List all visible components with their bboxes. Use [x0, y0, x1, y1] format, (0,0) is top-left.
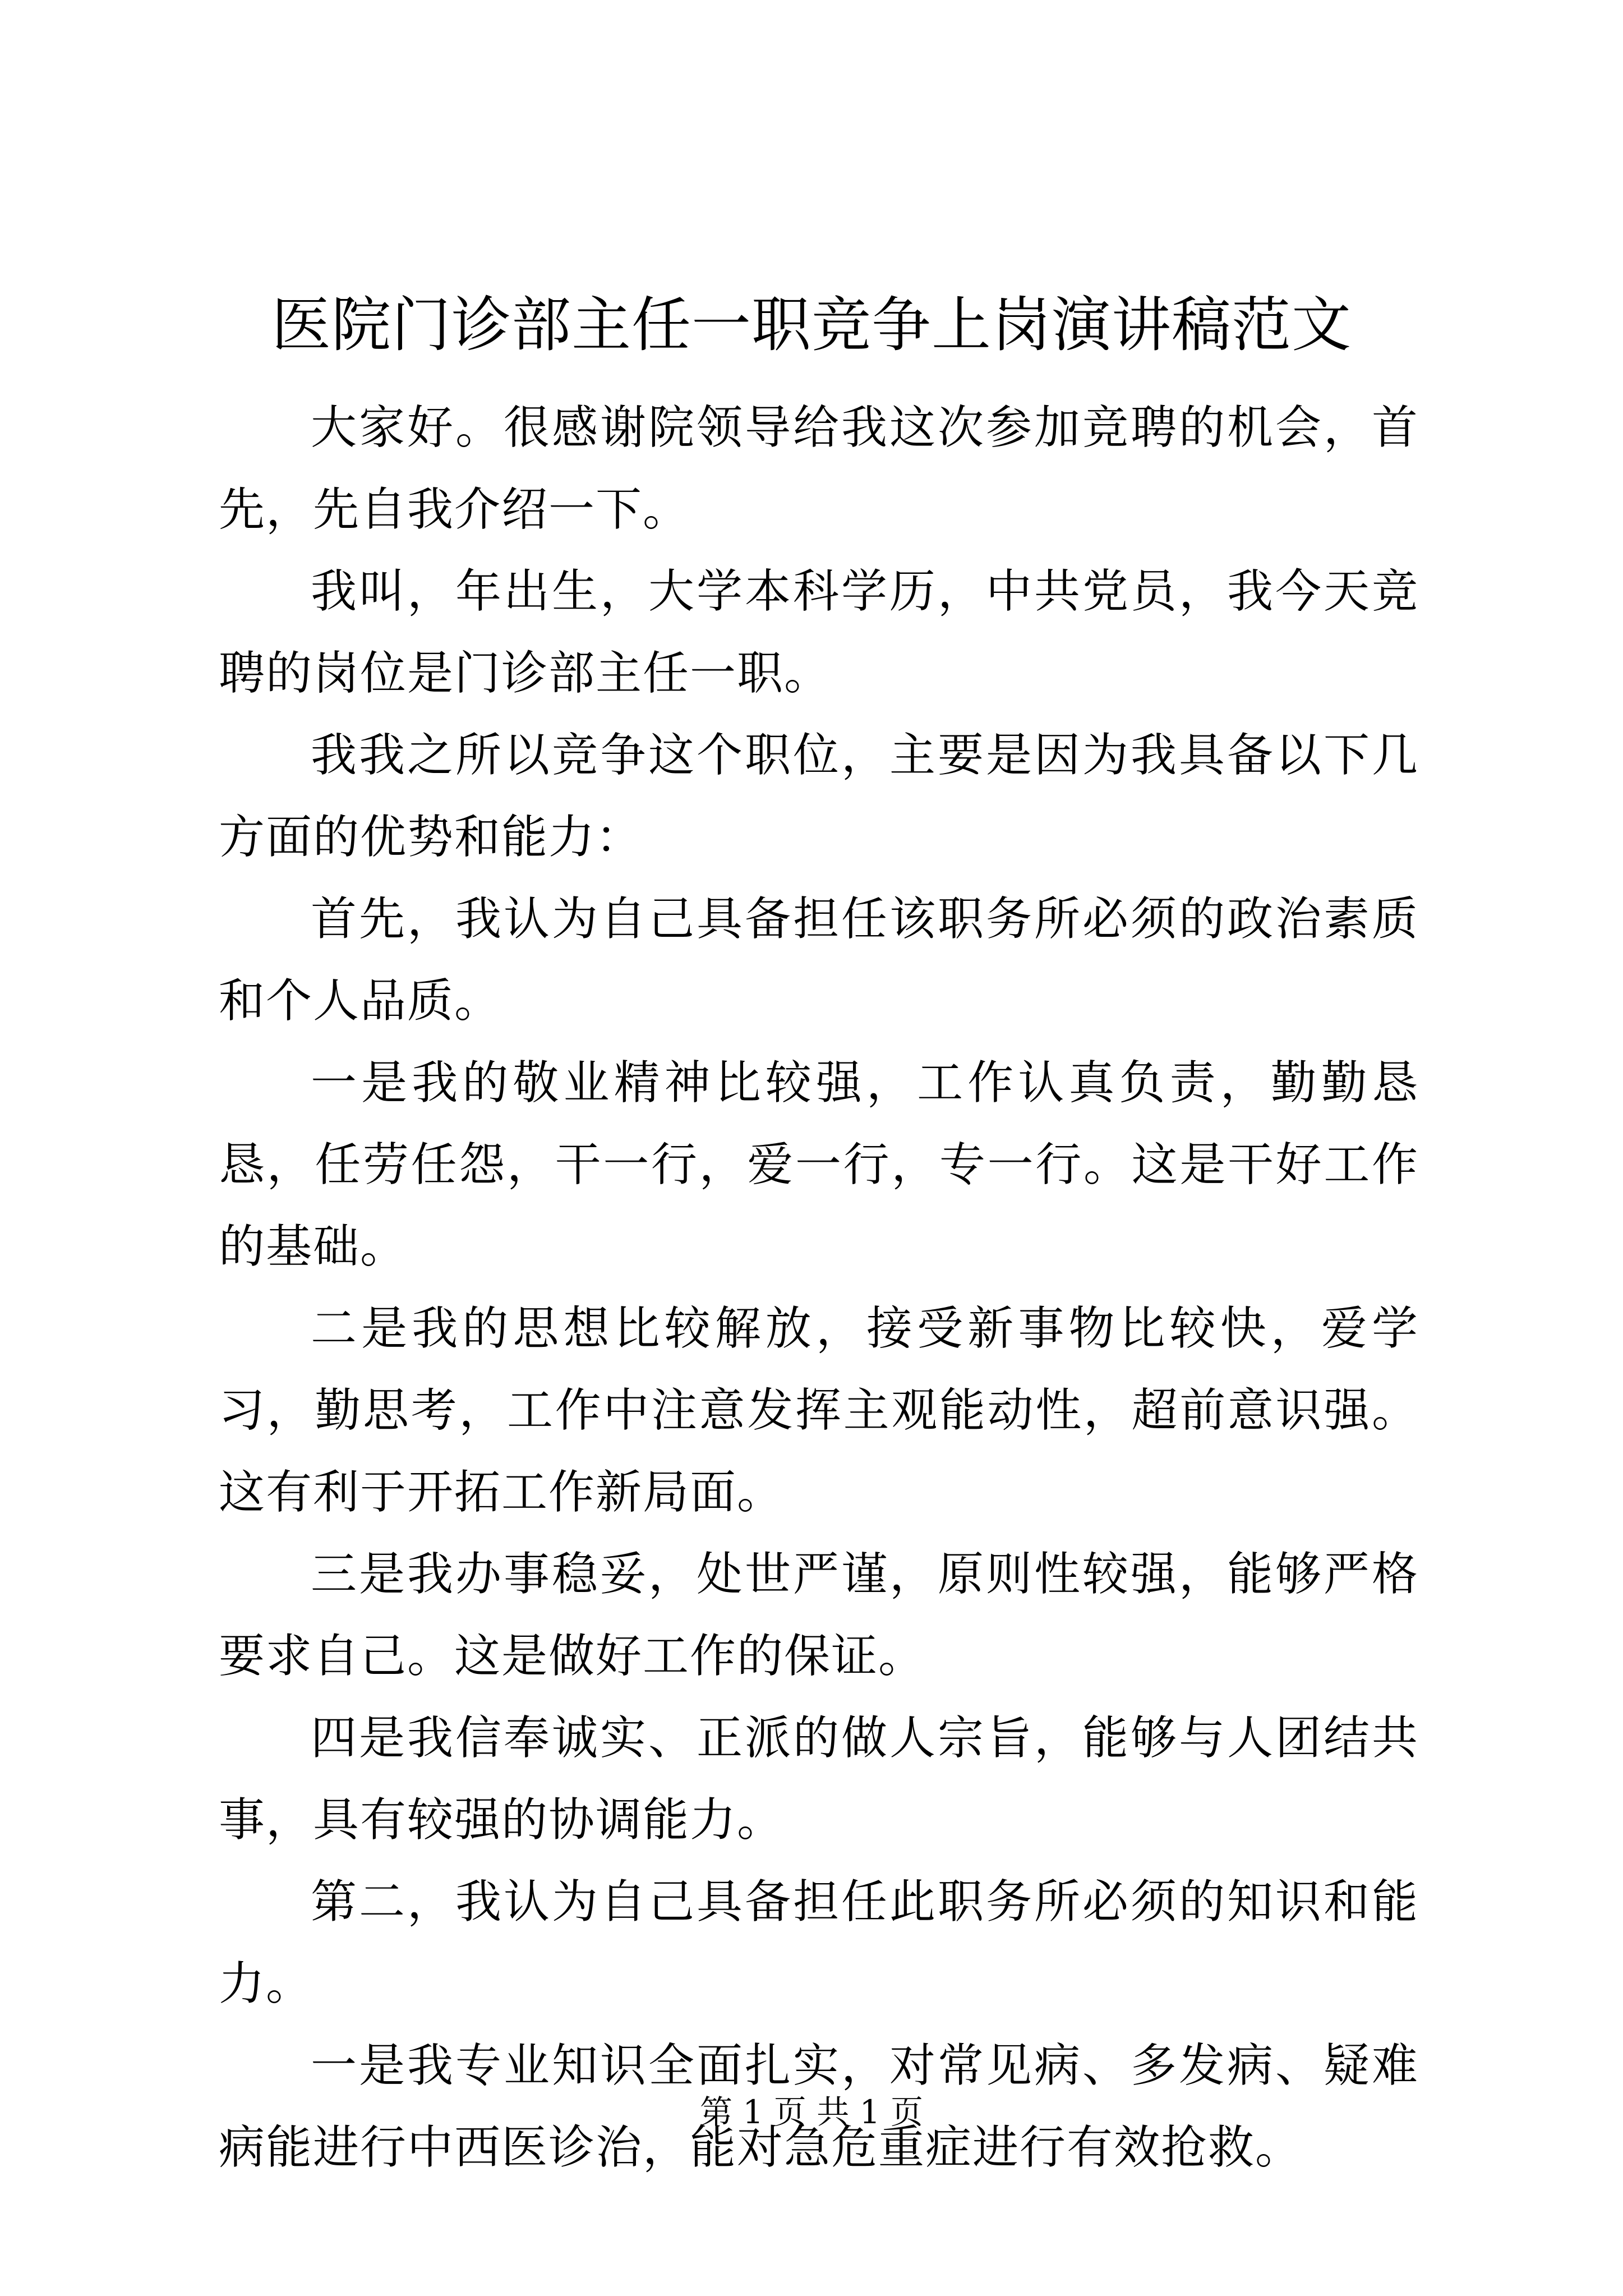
paragraph: 第二，我认为自己具备担任此职务所必须的知识和能力。 [219, 1875, 1419, 2010]
paragraph: 一是我的敬业精神比较强，工作认真负责，勤勤恳恳，任劳任怨，干一行，爱一行，专一行。这是干好工作的基础。 [219, 1056, 1419, 1273]
document-body [219, 387, 1419, 2189]
paragraph: 大家好。很感谢院领导给我这次参加竞聘的机会，首先，先自我介绍一下。 [219, 401, 1419, 536]
paragraph: 我我之所以竞争这个职位，主要是因为我具备以下几方面的优势和能力： [219, 729, 1419, 864]
paragraph: 三是我办事稳妥，处世严谨，原则性较强，能够严格要求自己。这是做好工作的保证。 [219, 1548, 1419, 1683]
paragraph: 四是我信奉诚实、正派的做人宗旨，能够与人团结共事，具有较强的协调能力。 [219, 1711, 1419, 1847]
paragraph: 一是我专业知识全面扎实，对常见病、多发病、疑难病能进行中西医诊治，能对急危重症进行有效抢救。 [219, 2039, 1419, 2174]
page-footer: 第 1 页 共 1 页 [700, 2093, 923, 2131]
paragraph: 首先，我认为自己具备担任该职务所必须的政治素质和个人品质。 [219, 892, 1419, 1028]
paragraph: 二是我的思想比较解放，接受新事物比较快，爱学习，勤思考，工作中注意发挥主观能动性，超前意识强。这有利于开拓工作新局面。 [219, 1302, 1419, 1519]
paragraph: 我叫，年出生，大学本科学历，中共党员，我今天竞聘的岗位是门诊部主任一职。 [219, 565, 1419, 700]
document-title: 医院门诊部主任一职竞争上岗演讲稿范文 [271, 291, 1352, 360]
